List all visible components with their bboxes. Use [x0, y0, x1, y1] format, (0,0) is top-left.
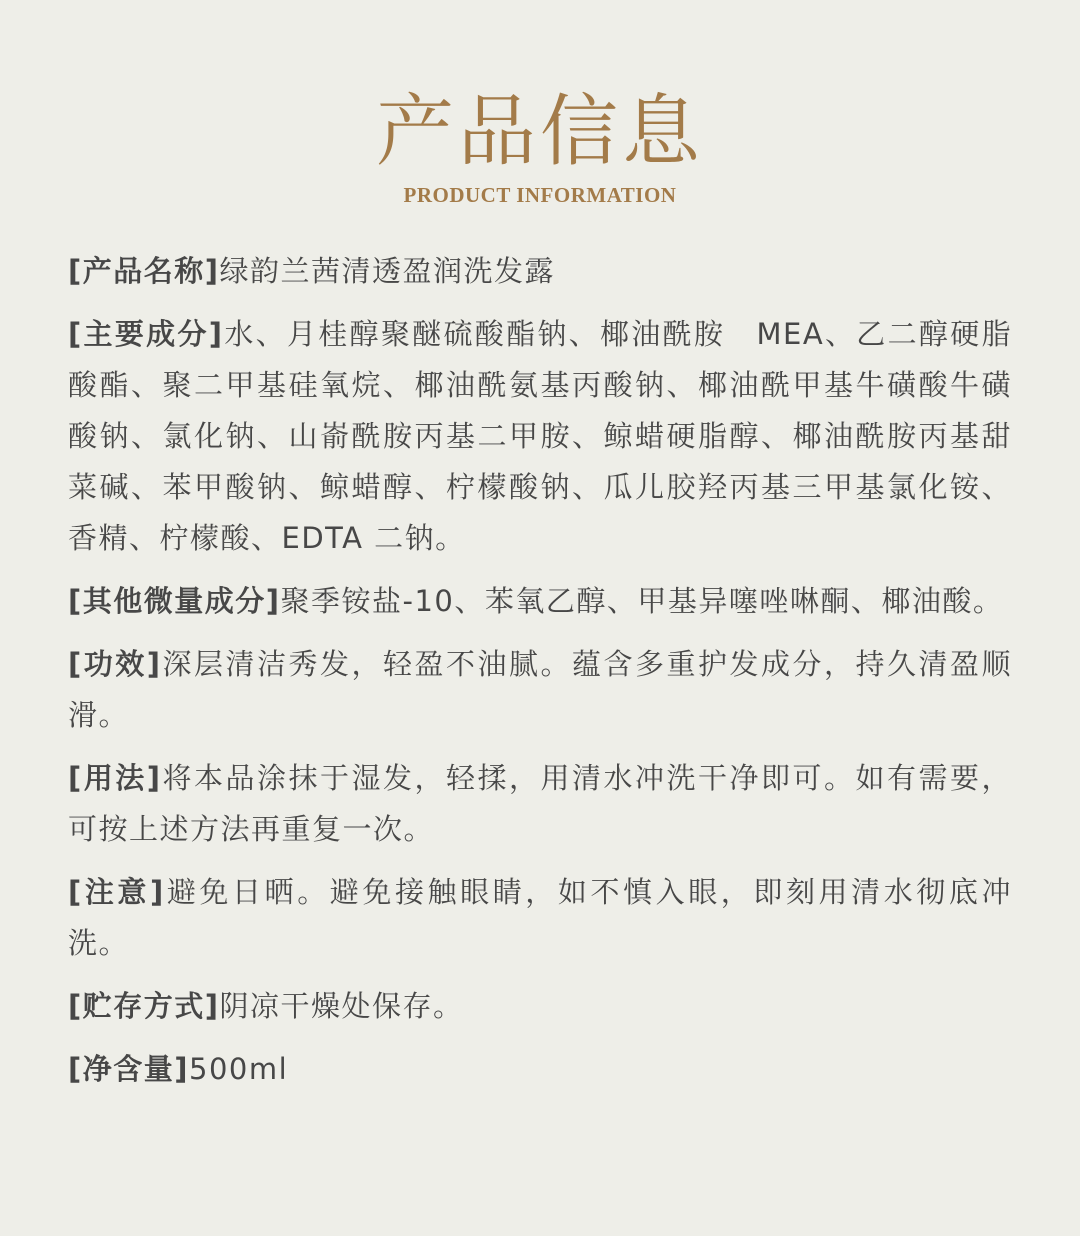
page-title: 产品信息 [375, 87, 704, 177]
entry-label: [注意] [68, 875, 165, 909]
entry-label: [净含量] [68, 1052, 190, 1086]
entry-value: 绿韵兰茜清透盈润洗发露 [219, 254, 556, 288]
entry-label: [用法] [68, 761, 162, 795]
entry-value: 阴凉干燥处保存。 [219, 989, 464, 1023]
entry-efficacy [68, 639, 1012, 741]
entry-label: [贮存方式] [68, 989, 220, 1023]
entry-label: [功效] [68, 647, 162, 681]
entry-storage [68, 981, 1012, 1032]
entry-main-ingredients [68, 309, 1012, 564]
info-list [68, 246, 1012, 1095]
entry-value: 避免日晒。避免接触眼睛，如不慎入眼，即刻用清水彻底冲洗。 [68, 875, 1012, 960]
entry-other-ingredients [68, 576, 1012, 627]
entry-usage [68, 753, 1012, 855]
entry-value: 深层清洁秀发，轻盈不油腻。蕴含多重护发成分，持久清盈顺滑。 [68, 647, 1012, 732]
entry-value: 500ml [189, 1052, 289, 1086]
header [68, 0, 1012, 208]
entry-label: [其他微量成分] [68, 584, 281, 618]
entry-product-name [68, 246, 1012, 297]
entry-value: 将本品涂抹于湿发，轻揉，用清水冲洗干净即可。如有需要，可按上述方法再重复一次。 [68, 761, 1012, 846]
entry-label: [主要成分] [68, 317, 224, 351]
page-subtitle: PRODUCT INFORMATION [403, 183, 677, 207]
entry-value: 水、月桂醇聚醚硫酸酯钠、椰油酰胺 MEA、乙二醇硬脂酸酯、聚二甲基硅氧烷、椰油酰氨基丙酸钠、椰油酰甲基牛磺酸牛磺酸钠、氯化钠、山嵛酰胺丙基二甲胺、鲸蜡硬脂醇、椰油酰胺丙基甜菜碱、苯甲酸钠、鲸蜡醇、柠檬酸钠、瓜儿胶羟丙基三甲基氯化铵、香精、柠檬酸、EDTA 二钠。 [68, 317, 1012, 555]
entry-label: [产品名称] [68, 254, 220, 288]
entry-value: 聚季铵盐-10、苯氧乙醇、甲基异噻唑啉酮、椰油酸。 [280, 584, 1004, 618]
entry-net-content [68, 1044, 1012, 1095]
entry-caution [68, 867, 1012, 969]
